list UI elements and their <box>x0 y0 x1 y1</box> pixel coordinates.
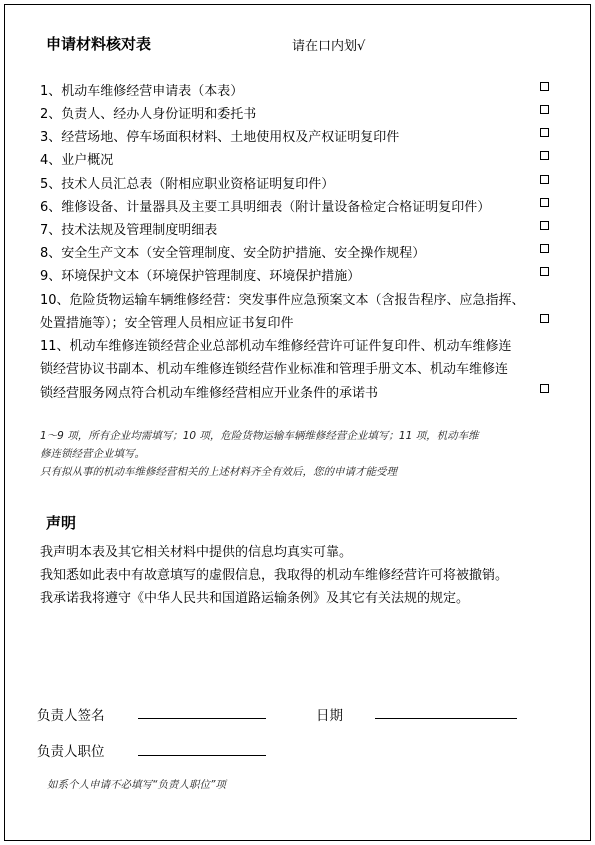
checkbox-item-5[interactable] <box>540 175 549 184</box>
checklist-item-7: 7、技术法规及管理制度明细表 <box>40 223 218 238</box>
checkbox-item-4[interactable] <box>540 151 549 160</box>
signer-label: 负责人签名 <box>37 708 105 724</box>
checkbox-item-7[interactable] <box>540 221 549 230</box>
checkbox-item-11[interactable] <box>540 384 549 393</box>
checklist-item-6: 6、维修设备、计量器具及主要工具明细表（附计量设备检定合格证明复印件） <box>40 200 491 215</box>
checklist-item-10-line-1: 10、危险货物运输车辆维修经营：突发事件应急预案文本（含报告程序、应急指挥、 <box>40 293 525 308</box>
checkbox-item-2[interactable] <box>540 105 549 114</box>
checklist-item-11-line-2: 锁经营协议书副本、机动车维修连锁经营作业标准和管理手册文本、机动车维修连 <box>40 362 509 377</box>
checklist-item-5: 5、技术人员汇总表（附相应职业资格证明复印件） <box>40 177 335 192</box>
signer-signature-line[interactable] <box>138 718 266 719</box>
checkbox-item-9[interactable] <box>540 267 549 276</box>
checklist-item-11-line-1: 11、机动车维修连锁经营企业总部机动车维修经营许可证件复印件、机动车维修连 <box>40 339 512 354</box>
position-label: 负责人职位 <box>37 744 105 760</box>
signature-note: 如系个人申请不必填写“负责人职位”项 <box>47 779 226 791</box>
checklist-note-1: 1～9 项，所有企业均需填写；10 项，危险货物运输车辆维修经营企业填写；11 项，机动车维 <box>40 430 479 442</box>
declaration-line-1: 我声明本表及其它相关材料中提供的信息均真实可靠。 <box>40 545 353 560</box>
checkbox-item-1[interactable] <box>540 82 549 91</box>
checklist-note-3: 只有拟从事的机动车维修经营相关的上述材料齐全有效后，您的申请才能受理 <box>40 466 397 478</box>
checklist-item-1: 1、机动车维修经营申请表（本表） <box>40 84 244 99</box>
checklist-item-10-line-2: 处置措施等）；安全管理人员相应证书复印件 <box>40 316 294 331</box>
date-line[interactable] <box>375 718 517 719</box>
checklist-item-9: 9、环境保护文本（环境保护管理制度、环境保护措施） <box>40 269 361 284</box>
position-line[interactable] <box>138 755 266 756</box>
checklist-item-8: 8、安全生产文本（安全管理制度、安全防护措施、安全操作规程） <box>40 246 426 261</box>
declaration-line-2: 我知悉如此表中有故意填写的虚假信息，我取得的机动车维修经营许可将被撤销。 <box>40 568 509 583</box>
checklist-note-2: 修连锁经营企业填写。 <box>40 448 145 460</box>
checklist-hint: 请在口内划√ <box>292 39 366 54</box>
checklist-item-4: 4、业户概况 <box>40 153 114 168</box>
checkbox-item-3[interactable] <box>540 128 549 137</box>
checklist-item-11-line-3: 锁经营服务网点符合机动车维修经营相应开业条件的承诺书 <box>40 386 379 401</box>
checkbox-item-6[interactable] <box>540 198 549 207</box>
declaration-title: 声明 <box>46 514 77 532</box>
checkbox-item-10[interactable] <box>540 314 549 323</box>
date-label: 日期 <box>316 708 343 724</box>
checklist-item-2: 2、负责人、经办人身份证明和委托书 <box>40 107 257 122</box>
checklist-title: 申请材料核对表 <box>46 35 152 53</box>
declaration-line-3: 我承诺我将遵守《中华人民共和国道路运输条例》及其它有关法规的规定。 <box>40 591 470 606</box>
checkbox-item-8[interactable] <box>540 244 549 253</box>
checklist-item-3: 3、经营场地、停车场面积材料、土地使用权及产权证明复印件 <box>40 130 400 145</box>
